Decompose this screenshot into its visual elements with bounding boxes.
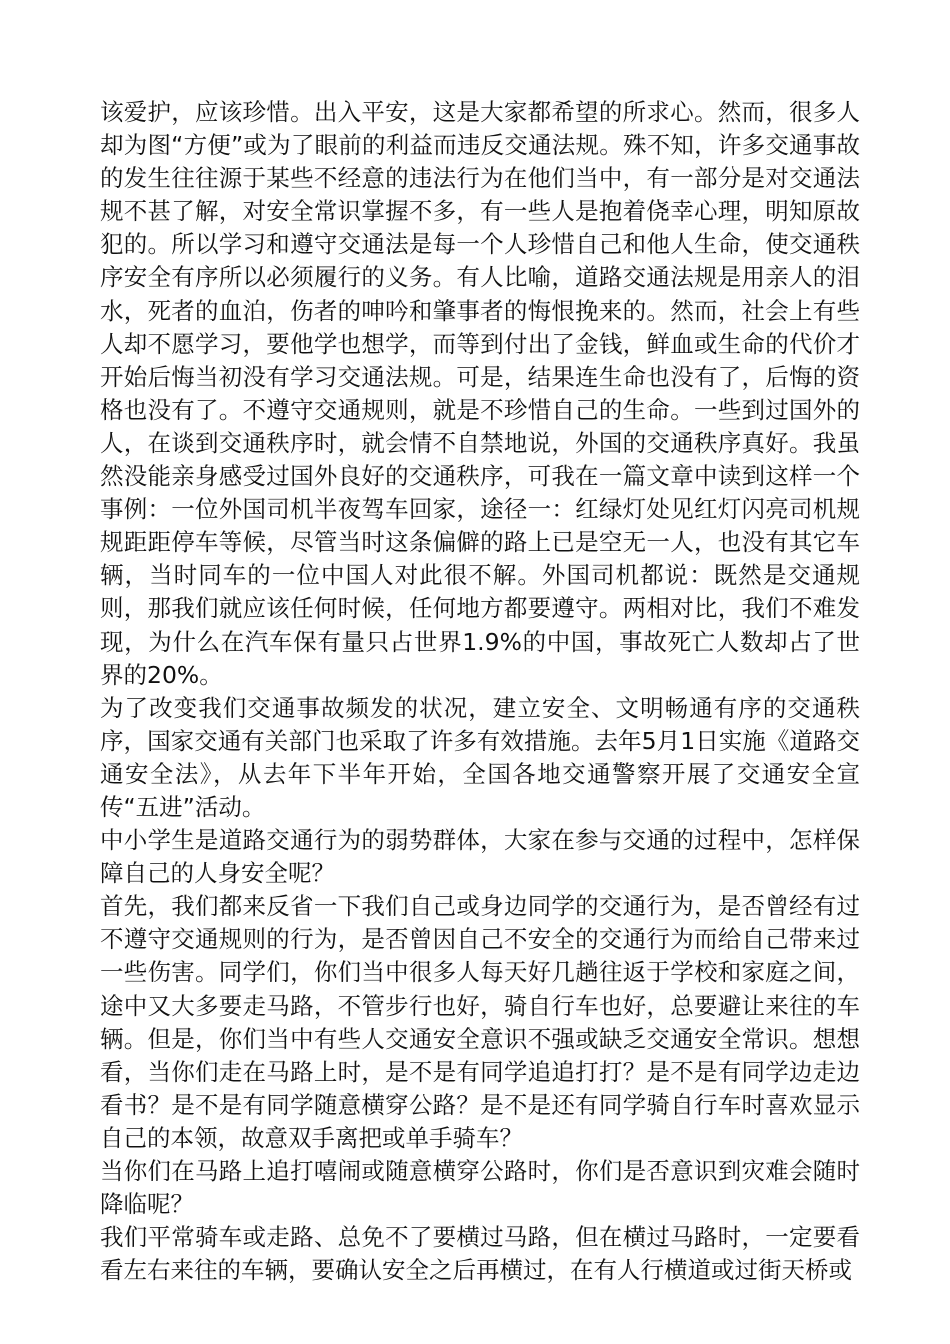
- paragraph-traffic-law-awareness: 该爱护，应该珍惜。出入平安，这是大家都希望的所求心。然而，很多人却为图“方便”或为了眼前的利益而违反交通法规。殊不知，许多交通事故的发生往往源于某些不经意的违法行为在他们当中，有一部分是对交通法规不甚了解，对安全常识掌握不多，有一些人是抱着侥幸心理，明知原故犯的。所以学习和遵守交通法是每一个人珍惜自己和他人生命，使交通秩序安全有序所以必须履行的义务。有人比喻，道路交通法规是用亲人的泪水，死者的血泊，伤者的呻吟和肇事者的悔恨挽来的。然而，社会上有些人却不愿学习，要他学也想学，而等到付出了金钱，鲜血或生命的代价才开始后悔当初没有学习交通法规。可是，结果连生命也没有了，后悔的资格也没有了。不遵守交通规则，就是不珍惜自己的生命。一些到过国外的人，在谈到交通秩序时，就会情不自禁地说，外国的交通秩序真好。我虽然没能亲身感受过国外良好的交通秩序，可我在一篇文章中读到这样一个事例：一位外国司机半夜驾车回家，途径一：红绿灯处见红灯闪亮司机规规距距停车等候，尽管当时这条偏僻的路上已是空无一人，也没有其它车辆，当时同车的一位中国人对此很不解。外国司机都说：既然是交通规则，那我们就应该任何时候，任何地方都要遵守。两相对比，我们不难发现，为什么在汽车保有量只占世界1.9%的中国，事故死亡人数却占了世界的20%。: [100, 98, 860, 689]
- paragraph-government-measures: 为了改变我们交通事故频发的状况，建立安全、文明畅通有序的交通秩序，国家交通有关部门也采取了许多有效措施。去年5月1日实施《道路交通安全法》，从去年下半年开始，全国各地交通警察开展了交通安全宣传“五进”活动。: [100, 693, 860, 821]
- paragraph-danger-awareness: 当你们在马路上追打嘻闹或随意横穿公路时，你们是否意识到灾难会随时降临呢？: [100, 1157, 860, 1219]
- document-body: [100, 96, 860, 1287]
- paragraph-students-vulnerable: 中小学生是道路交通行为的弱势群体，大家在参与交通的过程中，怎样保障自己的人身安全呢？: [100, 826, 860, 888]
- paragraph-crossing-road: 我们平常骑车或走路、总免不了要横过马路，但在横过马路时，一定要看看左右来往的车辆，要确认安全之后再横过，在有人行横道或过街天桥或: [100, 1223, 860, 1285]
- paragraph-self-reflection: 首先，我们都来反省一下我们自己或身边同学的交通行为，是否曾经有过不遵守交通规则的行为，是否曾因自己不安全的交通行为而给自己带来过一些伤害。同学们，你们当中很多人每天好几趟往返于学校和家庭之间，途中又大多要走马路，不管步行也好，骑自行车也好，总要避让来往的车辆。但是，你们当中有些人交通安全意识不强或缺乏交通安全常识。想想看，当你们走在马路上时，是不是有同学追追打打？是不是有同学边走边看书？是不是有同学随意横穿公路？是不是还有同学骑自行车时喜欢显示自己的本领，故意双手离把或单手骑车？: [100, 892, 860, 1152]
